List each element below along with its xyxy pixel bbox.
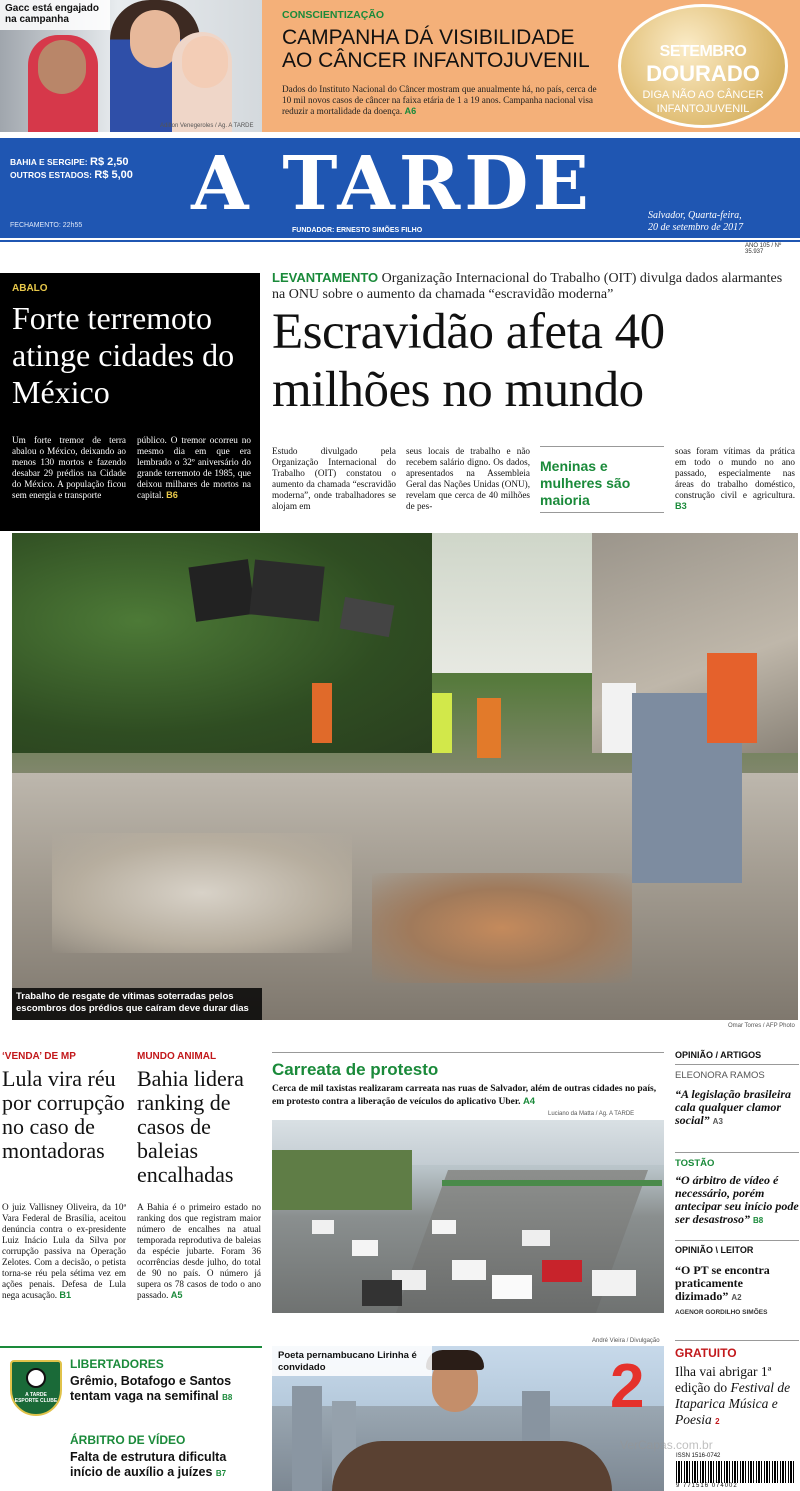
banner-ref: A6 [404,106,417,116]
masthead [0,138,800,238]
dateline [648,210,743,234]
banner-photo-credit: Adilton Venegeroles / Ag. A TARDE [160,123,254,129]
price-2-label: OUTROS ESTADOS: [10,170,93,180]
lula-headline[interactable]: Lula vira réu por corrupção no caso de montadoras [2,1066,125,1163]
lead-headline-1[interactable]: Escravidão afeta 40 [272,304,665,360]
lead-headline-2[interactable]: milhões no mundo [272,362,644,418]
esporte-box [0,1346,262,1491]
price-1-label: BAHIA E SERGIPE: [10,157,88,167]
carreata-rule [272,1052,664,1053]
esporte-club-badge [10,1360,62,1416]
barcode-number: 9 771516 074002 [676,1483,738,1489]
esporte-kicker-2: ÁRBITRO DE VÍDEO [70,1433,186,1447]
abalo-box [0,273,260,531]
barcode [676,1453,798,1491]
date-line-2: 20 de setembro de 2017 [648,222,744,233]
caderno2-credit: André Vieira / Divulgação [592,1338,660,1344]
setembro-dourado-seal [618,4,788,128]
date-line-1: Salvador, Quarta-feira, [648,210,742,221]
lead-pull-rule-top [540,446,664,447]
carreata-body [272,1084,662,1108]
price-list [10,156,133,182]
carreata-body-text: Cerca de mil taxistas realizaram carreata nas ruas de Salvador, além de outras cidades no país, em protesto contra a liberação de veículos do aplicativo Uber. [272,1084,657,1107]
seal-line-4: INFANTOJUVENIL [656,103,750,115]
seal-line-2: DOURADO [646,61,760,86]
lula-body [2,1202,126,1301]
lead-pull-rule-bottom [540,512,664,513]
opiniao-quote-1: “A legislação brasileira cala qualquer clamor social” [675,1087,792,1127]
esporte-headline-1: Grêmio, Botafogo e Santos tentam vaga na semifinal [70,1374,232,1403]
carreata-photo [272,1120,664,1313]
esporte-club-label: A TARDE ESPORTE CLUBE [14,1392,58,1404]
top-banner [0,0,800,132]
lead-pull-quote: Meninas e mulheres são maioria [540,458,631,508]
esporte-ref-1: B8 [222,1393,233,1402]
seal-line-1: SETEMBRO [659,43,747,60]
opiniao-quote-1-wrap [675,1088,793,1128]
gratuito-text-italic: Festival de Itaparica Música e Poesia [675,1380,791,1427]
abalo-ref: B6 [166,490,178,500]
abalo-headline[interactable]: Forte terremoto atinge cidades do México [12,300,235,410]
founder: FUNDADOR: ERNESTO SIMÕES FILHO [292,227,423,234]
closing-time: FECHAMENTO: 22h55 [10,222,83,229]
lead-col-4 [675,446,795,512]
opiniao-quote-3: “O PT se encontra praticamente dizimado” [675,1263,770,1303]
abalo-col-2-text: público. O tremor ocorreu no mesmo dia em que era lembrado o 32º aniversário do grande terremoto de 1985, que deixou milhares de mortos na capital. [137,435,251,500]
gratuito-text-1: Ilha vai abrigar 1ª edição do [675,1364,772,1395]
esporte-item-2[interactable] [70,1450,260,1481]
lead-col-1: Estudo divulgado pela Organização Internacional do Trabalho (OIT) constatou o aumento da chamada “escravidão moderna”, onde trabalhadores se alojam em [272,446,396,511]
opiniao-quote-3-wrap [675,1264,795,1304]
banner-photo [0,0,262,132]
lead-col-2: seus locais de trabalho e não recebem salário digno. Os dados, apresentados na Assembleia Geral das Nações Unidas (ONU), revelam que cerca de 40 milhões de pes- [406,446,530,511]
lula-body-text: O juiz Vallisney Oliveira, da 10ª Vara Federal de Brasília, aceitou denúncia contra o ex-presidente Luiz Inácio Lula da Silva por corrupção passiva na Operação Zelotes. Com a decisão, o petista torna-se réu pela sétima vez em ações penais. Defesa de Lula nega acusação. [2,1202,126,1300]
main-photo-credit: Omar Torres / AFP Photo [728,1023,795,1029]
banner-body-text: Dados do Instituto Nacional do Câncer mostram que anualmente há, no país, cerca de 10 mil novos casos de câncer na faixa etária de 1 a 19 anos. Campanha nacional visa reduzir a mortalidade da doença. [282,84,597,116]
carreata-headline[interactable]: Carreata de protesto [272,1060,439,1079]
baleias-body-text: A Bahia é o primeiro estado no ranking dos que registram maior número de encalhes na atual temporada reprodutiva de baleias da espécie jubarte. Foram 36 ocorrências desde julho, do total de 90 no país. O número já supera os 78 casos de todo o ano passado. [137,1202,261,1300]
gratuito-rule [675,1340,799,1341]
baleias-body [137,1202,261,1301]
abalo-kicker: ABALO [12,283,48,294]
lula-kicker: ‘VENDA’ DE MP [2,1051,76,1062]
baleias-headline[interactable]: Bahia lidera ranking de casos de baleias encalhadas [137,1066,244,1187]
masthead-rule [0,240,800,242]
lead-ref: B3 [675,501,687,511]
lead-col-4-text: soas foram vítimas da prática em todo o mundo no ano passado, especialmente nas áreas do trabalho doméstico, construção civil e agricultura. [675,446,795,500]
gratuito-text[interactable] [675,1364,799,1430]
price-2: R$ 5,00 [94,169,133,181]
opiniao-quote-2-wrap [675,1174,799,1227]
abalo-col-1: Um forte tremor de terra abalou o México, deixando ao menos 130 mortos e fazendo desabar 29 prédios na Cidade do México. A população ficou sem energia e transporte [12,435,126,500]
opiniao-section-1: OPINIÃO / ARTIGOS [675,1050,762,1060]
gratuito-kicker: GRATUITO [675,1346,737,1360]
opiniao-author-1: ELEONORA RAMOS [675,1070,765,1081]
gratuito-ref: 2 [715,1417,720,1426]
watermark: VerCapas.com.br [620,1438,713,1452]
lead-kicker: LEVANTAMENTO [272,270,379,285]
banner-body [282,84,602,117]
edition-number: ANO 105 / Nº 35.937 [745,243,782,255]
lead-dek-text: Organização Internacional do Trabalho (OIT) divulga dados alarmantes na ONU sobre o aumento da chamada “escravidão moderna” [272,271,783,302]
abalo-col-2 [137,435,251,501]
opiniao-ref-3: A2 [731,1293,742,1302]
barcode-issn: ISSN 1516-0742 [676,1453,721,1459]
masthead-title: A TARDE [191,141,593,227]
esporte-headline-2: Falta de estrutura dificulta início de auxílio a juízes [70,1450,227,1479]
lula-ref: B1 [59,1290,72,1300]
opiniao-section-3: OPINIÃO \ LEITOR [675,1245,754,1255]
banner-photo-caption: Gacc está engajado na campanha [5,3,99,25]
opiniao-section-2: TOSTÃO [675,1158,715,1169]
opiniao-column [675,1050,800,1320]
lead-dek [272,270,792,303]
soccer-ball-icon [26,1368,46,1388]
esporte-ref-2: B7 [215,1469,227,1478]
opiniao-quote-2: “O árbitro de vídeo é necessário, porém antecipar seu início pode ser desastroso” [675,1173,799,1226]
price-1: R$ 2,50 [90,156,129,168]
opiniao-author-3: AGENOR GORDILHO SIMÕES [675,1309,768,1316]
caderno2-caption: Poeta pernambucano Lirinha é convidado [278,1350,417,1373]
banner-kicker: CONSCIENTIZAÇÃO [282,9,385,21]
esporte-kicker-1: LIBERTADORES [70,1357,164,1371]
baleias-kicker: MUNDO ANIMAL [137,1051,217,1062]
carreata-ref: A4 [522,1095,536,1107]
banner-headline-2: AO CÂNCER INFANTOJUVENIL [282,49,590,72]
main-photo [12,533,798,1020]
caderno2-number: 2 [610,1352,645,1421]
main-photo-caption: Trabalho de resgate de vítimas soterradas pelos escombros dos prédios que caíram deve durar dias [16,991,249,1014]
seal-line-3: DIGA NÃO AO CÂNCER [642,89,764,101]
opiniao-ref-2: B8 [753,1216,764,1225]
opiniao-ref-1: A3 [712,1117,723,1126]
barcode-bars-icon [676,1461,796,1483]
caderno2-photo[interactable] [272,1346,664,1491]
carreata-credit: Luciano da Matta / Ag. A TARDE [548,1111,635,1117]
baleias-ref: A5 [170,1290,183,1300]
esporte-item-1[interactable] [70,1374,260,1405]
banner-headline-1: CAMPANHA DÁ VISIBILIDADE [282,26,575,49]
